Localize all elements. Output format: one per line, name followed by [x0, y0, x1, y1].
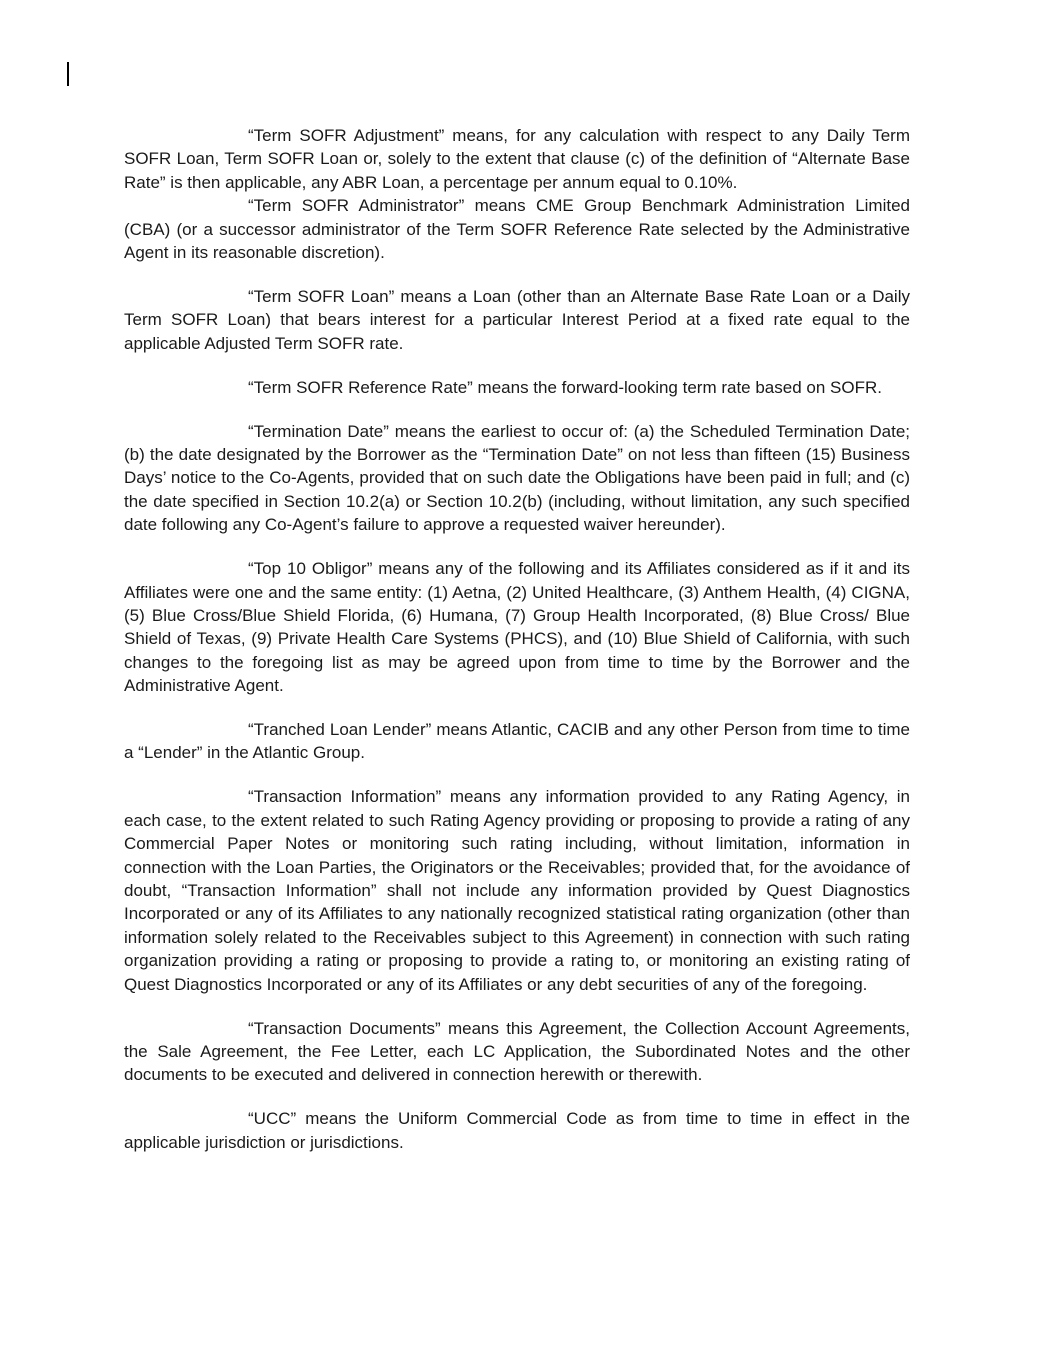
definition-tranched-loan-lender: “Tranched Loan Lender” means Atlantic, CACIB and any other Person from time to time a “Lender” in the Atlantic Group. — [124, 720, 910, 763]
definition-transaction-information: “Transaction Information” means any information provided to any Rating Agency, in each case, to the extent related to such Rating Agency providing or proposing to provide a rating of any Commercial Paper Notes or monitoring such rating including, without limitation, information in connection with the Loan Parties, the Originators or the Receivables; provided that, for the avoidance of doubt, “Transaction Information” shall not include any information provided by Quest Diagnostics Incorporated or any of its Affiliates to any nationally recognized statistical rating organization (other than information solely related to the Receivables subject to this Agreement) in connection with such rating organization providing a rating or proposing to provide a rating to, or monitoring an existing rating of Quest Diagnostics Incorporated or any of its Affiliates or any debt securities of any of the foregoing. — [124, 787, 910, 994]
definition-termination-date: “Termination Date” means the earliest to occur of: (a) the Scheduled Termination Date; (b) the date designated by the Borrower as the “Termination Date” on not less than fifteen (15) Business Days’ notice to the Co-Agents, provided that on such date the Obligations have been paid in full; and (c) the date specified in Section 10.2(a) or Section 10.2(b) (including, without limitation, any such specified date following any Co-Agent’s failure to approve a requested waiver hereunder). — [124, 421, 910, 535]
definition-ucc: “UCC” means the Uniform Commercial Code as from time to time in effect in the applicable jurisdiction or jurisdictions. — [124, 1109, 910, 1152]
document-body — [124, 124, 910, 1154]
definition-top-10-obligor: “Top 10 Obligor” means any of the following and its Affiliates considered as if it and its Affiliates were one and the same entity: (1) Aetna, (2) United Healthcare, (3) Anthem Health, (4) CIGNA, (5) Blue Cross/Blue Shield Florida, (6) Humana, (7) Group Health Incorporated, (8) Blue Cross/ Blue Shield of Texas, (9) Private Health Care Systems (PHCS), and (10) Blue Shield of California, with such changes to the foregoing list as may be agreed upon from time to time by the Borrower and the Administrative Agent. — [124, 559, 910, 696]
definition-term-sofr-administrator: “Term SOFR Administrator” means CME Group Benchmark Administration Limited (CBA) (or a successor administrator of the Term SOFR Reference Rate selected by the Administrative Agent in its reasonable discretion). — [124, 196, 910, 263]
revision-bar — [67, 62, 69, 86]
definition-transaction-documents: “Transaction Documents” means this Agreement, the Collection Account Agreements, the Sale Agreement, the Fee Letter, each LC Application, the Subordinated Notes and the other documents to be executed and delivered in connection herewith or therewith. — [124, 1018, 910, 1085]
definition-term-sofr-loan: “Term SOFR Loan” means a Loan (other than an Alternate Base Rate Loan or a Daily Term SOFR Loan) that bears interest for a particular Interest Period at a fixed rate equal to the applicable Adjusted Term SOFR rate. — [124, 286, 910, 353]
definition-term-sofr-adjustment: “Term SOFR Adjustment” means, for any calculation with respect to any Daily Term SOFR Loan, Term SOFR Loan or, solely to the extent that clause (c) of the definition of “Alternate Base Rate” is then applicable, any ABR Loan, a percentage per annum equal to 0.10%. — [124, 126, 910, 192]
definition-term-sofr-reference-rate: “Term SOFR Reference Rate” means the forward-looking term rate based on SOFR. — [248, 377, 882, 397]
